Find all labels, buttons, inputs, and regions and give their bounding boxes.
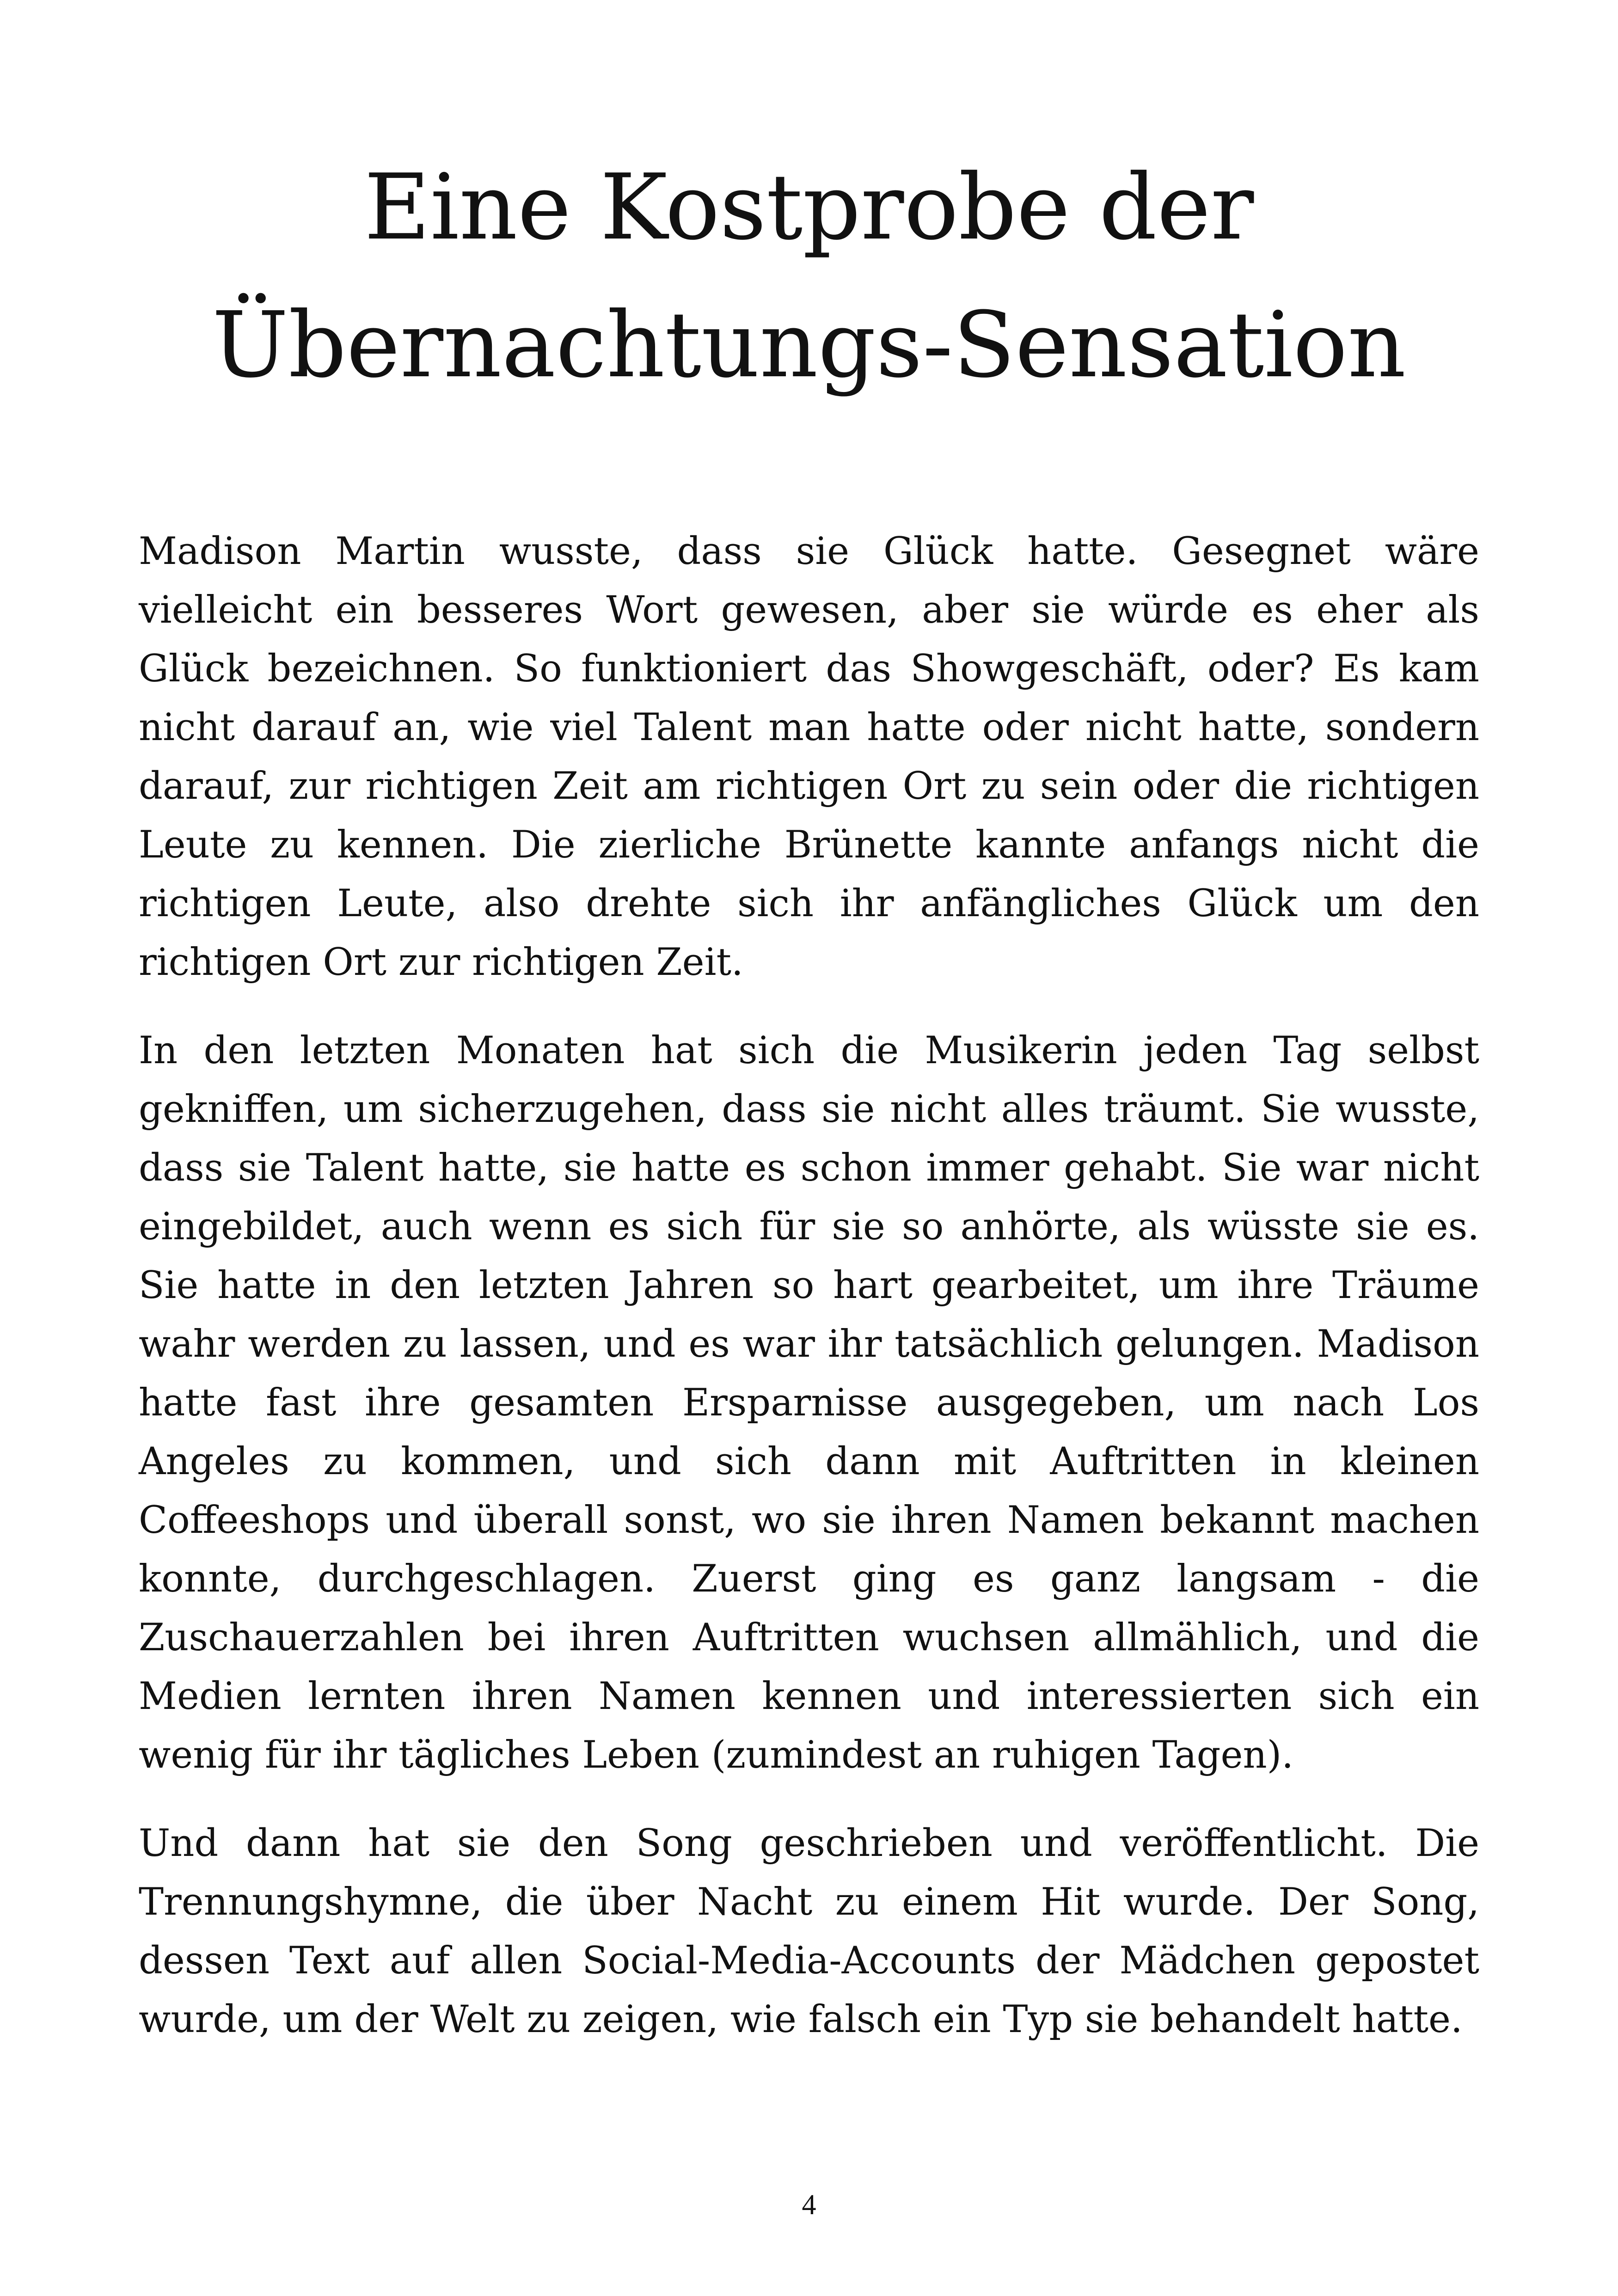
paragraph-3: Und dann hat sie den Song geschrieben und veröffentlicht. Die Trennungshymne, die über Nacht zu einem Hit wurde. Der Song, dessen Text auf allen Social-Media-Accounts der Mädchen gepostet wurde, um der Welt zu zeigen, wie falsch ein Typ sie behandelt hatte. (139, 1822, 1479, 2041)
chapter-title-line-2: Übernachtungs-Sensation (212, 293, 1406, 398)
paragraph-2: In den letzten Monaten hat sich die Musikerin jeden Tag selbst gekniffen, um sicherzugehen, dass sie nicht alles träumt. Sie wusste, dass sie Talent hatte, sie hatte es schon immer gehabt. Sie war nicht eingebildet, auch wenn es sich für sie so anhörte, als wüsste sie es. Sie hatte in den letzten Jahren so hart gearbeitet, um ihre Träume wahr werden zu lassen, und es war ihr tatsächlich gelungen. Madison hatte fast ihre gesamten Ersparnisse ausgegeben, um nach Los Angeles zu kommen, und sich dann mit Auftritten in kleinen Coffeeshops und überall sonst, wo sie ihren Namen bekannt machen konnte, durchgeschlagen. Zuerst ging es ganz langsam - die Zuschauerzahlen bei ihren Auftritten wuchsen allmählich, und die Medien lernten ihren Namen kennen und interessierten sich ein wenig für ihr tägliches Leben (zumindest an ruhigen Tagen). (139, 1029, 1479, 1777)
chapter-title (0, 139, 1618, 414)
body-text (139, 522, 1479, 2079)
paragraph-1: Madison Martin wusste, dass sie Glück hatte. Gesegnet wäre vielleicht ein besseres Wort gewesen, aber sie würde es eher als Glück bezeichnen. So funktioniert das Showgeschäft, oder? Es kam nicht darauf an, wie viel Talent man hatte oder nicht hatte, sondern darauf, zur richtigen Zeit am richtigen Ort zu sein oder die richtigen Leute zu kennen. Die zierliche Brünette kannte anfangs nicht die richtigen Leute, also drehte sich ihr anfängliches Glück um den richtigen Ort zur richtigen Zeit. (139, 530, 1479, 984)
page-number: 4 (802, 2189, 816, 2221)
chapter-title-line-1: Eine Kostprobe der (364, 155, 1254, 260)
